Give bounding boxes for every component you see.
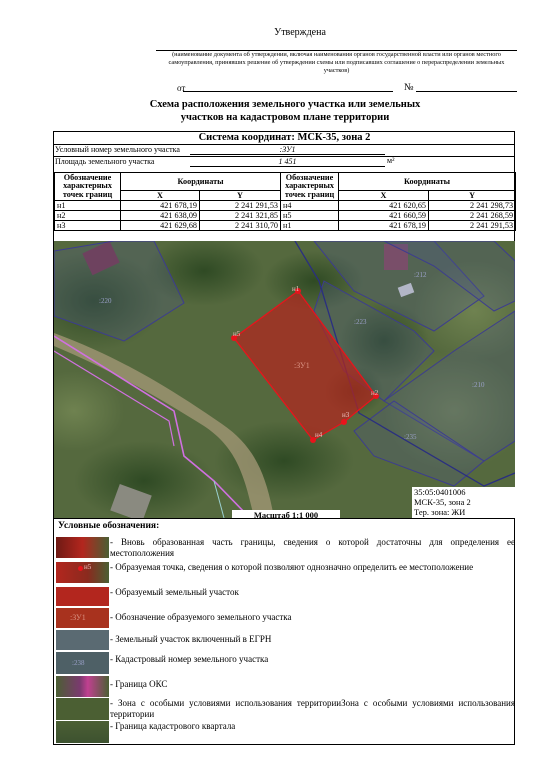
egrn-parcel-swatch	[56, 630, 109, 650]
approval-note: (наименование документа об утверждении, включая наименования органов государственной власти или органов местного самоуправления, принявших решение об утверждении схемы или подписавших соглашение о перераспределении земельных участков)	[168, 51, 505, 74]
legend-text: - Кадастровый номер земельного участка	[110, 654, 269, 664]
legend-text: - Зона с особыми условиями использования территорииЗона с особыми условиями использования территории	[110, 698, 515, 719]
y-cell: 2 241 321,85	[200, 211, 281, 221]
y-cell: 2 241 298,73	[429, 201, 516, 211]
legend-text: - Земельный участок включенный в ЕГРН	[110, 634, 272, 644]
area-label: Площадь земельного участка	[55, 157, 155, 166]
point-cell: н5	[281, 211, 339, 221]
point-cell: н2	[55, 211, 121, 221]
special-zone-swatch	[56, 698, 109, 720]
legend-text: - Образуемый земельный участок	[110, 587, 239, 597]
table-row	[55, 211, 516, 221]
page-title	[60, 99, 510, 124]
col-x-2: X	[339, 191, 429, 201]
cad-number: :210	[472, 381, 485, 389]
cad-number-swatch	[56, 652, 109, 674]
legend-item	[56, 698, 515, 720]
col-y-1: Y	[200, 191, 281, 201]
title-line-2: участков на кадастровом плане территории	[180, 111, 390, 123]
table-row	[55, 201, 516, 211]
y-cell: 2 241 268,59	[429, 211, 516, 221]
map-info-box	[412, 487, 515, 518]
approved-label: Утверждена	[274, 27, 326, 38]
point-cell: н3	[55, 221, 121, 231]
legend-item	[56, 608, 515, 628]
new-point-swatch	[56, 562, 109, 583]
parcel-number-label: Условный номер земельного участка	[55, 145, 180, 154]
new-parcel-swatch	[56, 587, 109, 606]
map-svg	[54, 241, 515, 518]
col-designation-2: Обозначение характерных точек границ	[281, 173, 339, 201]
title-line-1: Схема расположения земельного участка или земельных	[149, 99, 421, 110]
quarter-boundary-swatch	[56, 721, 109, 743]
y-cell: 2 241 291,53	[429, 221, 516, 231]
y-cell: 2 241 291,53	[200, 201, 281, 211]
map-scale: Масштаб 1:1 000	[232, 510, 340, 518]
date-line	[183, 91, 393, 92]
number-line	[416, 91, 517, 92]
y-cell: 2 241 310,70	[200, 221, 281, 231]
table-row	[55, 221, 516, 231]
col-designation-1: Обозначение характерных точек границ	[55, 173, 121, 201]
legend-text: - Граница ОКС	[110, 679, 168, 689]
cadastral-map	[54, 241, 515, 518]
legend-text: - Граница кадастрового квартала	[110, 721, 236, 731]
legend-text: - Обозначение образуемого земельного участка	[110, 612, 292, 622]
cad-number: :220	[99, 297, 112, 305]
parcel-number-value: :ЗУ1	[190, 145, 385, 155]
label-n5: н5	[233, 330, 241, 338]
x-cell: 421 678,19	[339, 221, 429, 231]
x-cell: 421 629,68	[121, 221, 200, 231]
legend-item	[56, 652, 515, 674]
point-icon	[78, 566, 83, 571]
point-cell: н1	[281, 221, 339, 231]
parcel-label: :ЗУ1	[294, 361, 310, 370]
swatch-cad-label: :238	[72, 659, 85, 667]
legend-item	[56, 721, 515, 743]
quarter-number: 35:05:0401006	[414, 487, 466, 497]
legend-item	[56, 537, 515, 561]
label-n2: н2	[371, 389, 379, 397]
legend-item	[56, 630, 515, 650]
from-label: от	[177, 83, 186, 93]
number-label: №	[404, 82, 414, 93]
point-n3	[341, 419, 347, 425]
legend-item	[56, 676, 515, 697]
swatch-parcel-label: :ЗУ1	[70, 613, 86, 622]
coord-system: Система координат: МСК-35, зона 2	[54, 131, 515, 145]
swatch-point-label: н5	[84, 563, 92, 571]
label-n1: н1	[292, 285, 300, 293]
x-cell: 421 678,19	[121, 201, 200, 211]
new-boundary-swatch	[56, 537, 109, 558]
coordinates-table	[54, 172, 516, 231]
label-n4: н4	[315, 431, 323, 439]
divider	[54, 518, 515, 519]
map-coord-system: МСК-35, зона 2	[414, 497, 471, 507]
x-cell: 421 660,59	[339, 211, 429, 221]
cad-number: :223	[354, 318, 367, 326]
col-y-2: Y	[429, 191, 516, 201]
point-cell: н4	[281, 201, 339, 211]
area-unit: м²	[387, 156, 395, 165]
col-coords-1: Координаты	[121, 173, 281, 191]
col-coords-2: Координаты	[339, 173, 516, 191]
oks-boundary-swatch	[56, 676, 109, 697]
legend-title: Условные обозначения:	[58, 521, 160, 531]
cad-number: :235	[404, 433, 417, 441]
legend-text: - Вновь образованная часть границы, сведения о которой достаточны для определения ее местоположения	[110, 537, 515, 558]
label-n3: н3	[342, 411, 350, 419]
point-cell: н1	[55, 201, 121, 211]
cad-number: :212	[414, 271, 427, 279]
col-x-1: X	[121, 191, 200, 201]
x-cell: 421 620,65	[339, 201, 429, 211]
legend-text: - Образуемая точка, сведения о которой позволяют однозначно определить ее местоположение	[110, 562, 474, 572]
x-cell: 421 638,09	[121, 211, 200, 221]
area-value: 1 451	[190, 157, 385, 167]
territorial-zone: Тер. зона: ЖИ	[414, 507, 466, 517]
legend-item	[56, 562, 515, 586]
legend-item	[56, 587, 515, 606]
parcel-label-swatch	[56, 608, 109, 628]
